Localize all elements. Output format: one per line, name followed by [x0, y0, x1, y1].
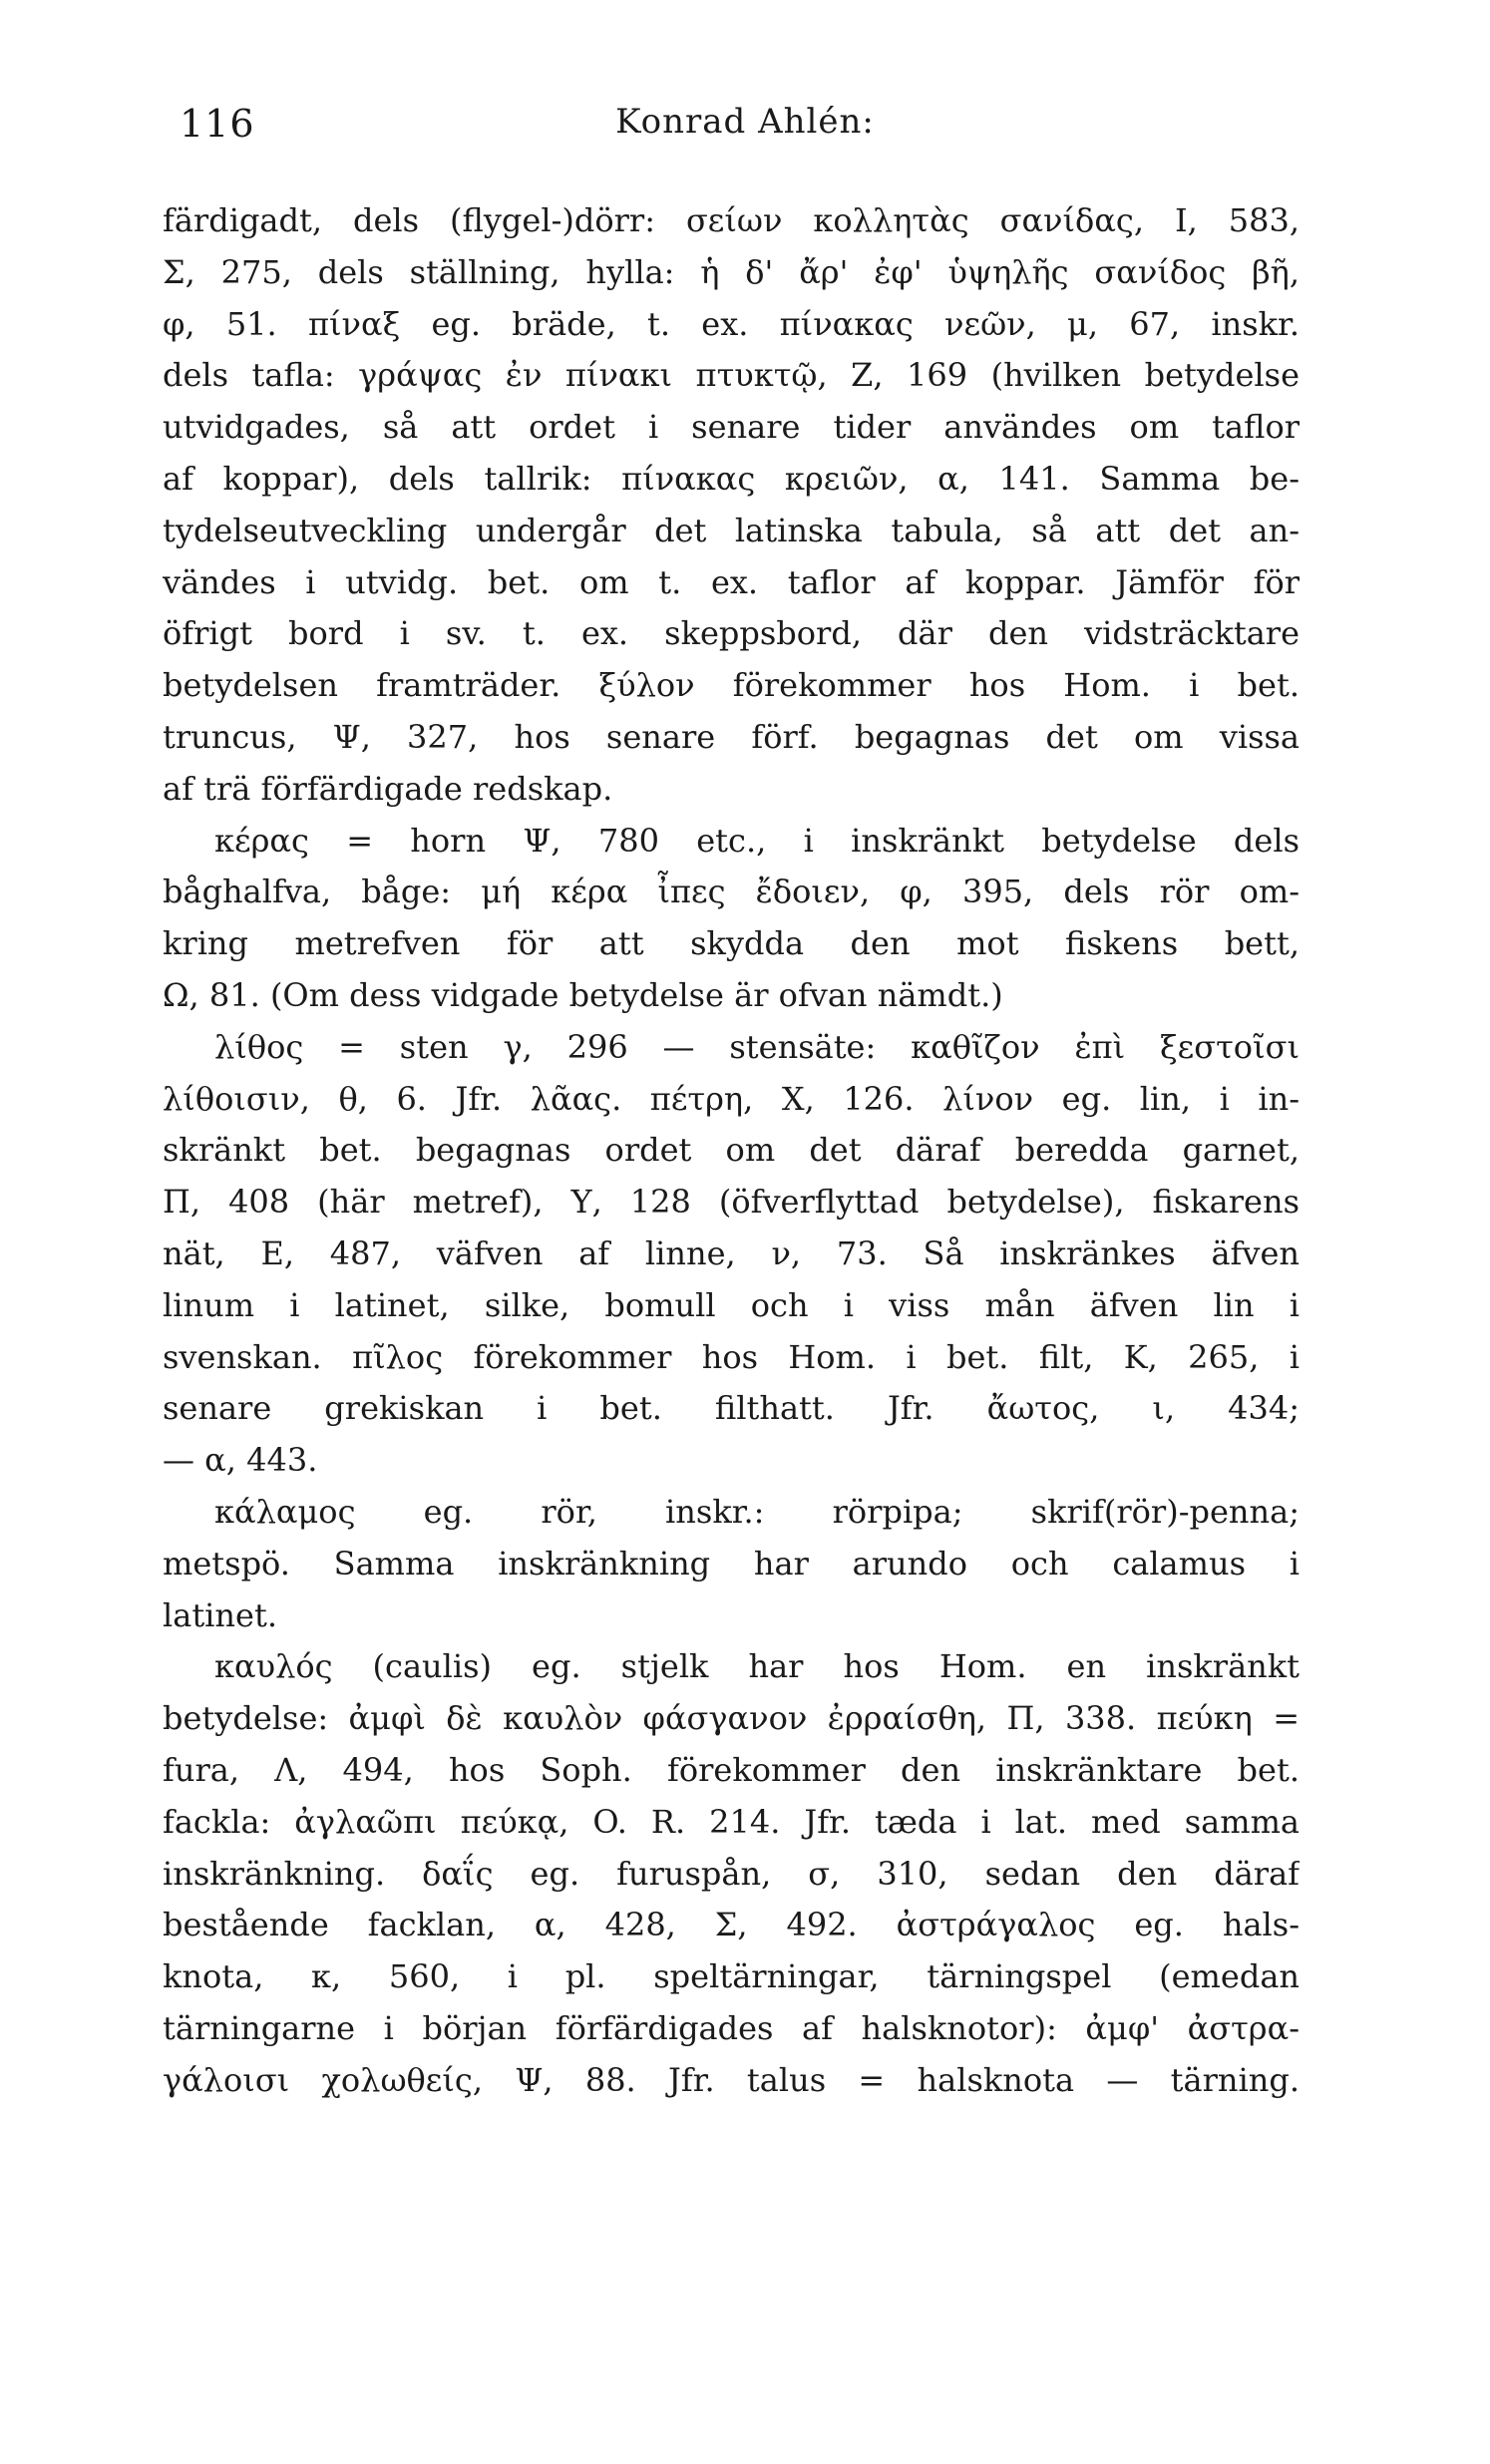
text-line: inskränkning. δαΐς eg. furuspån, σ, 310, sedan den däraf: [163, 1854, 1300, 1893]
text-line: bestående facklan, α, 428, Σ, 492. ἀστράγαλος eg. hals-: [163, 1906, 1300, 1944]
text-line: af koppar), dels tallrik: πίνακας κρειῶν, α, 141. Samma be-: [163, 459, 1300, 498]
running-head: Konrad Ahlén:: [615, 102, 875, 142]
text-line: betydelsen framträder. ξύλον förekommer hos Hom. i bet.: [163, 666, 1300, 705]
text-line: Σ, 275, dels ställning, hylla: ἡ δ' ἄρ' ἐφ' ὑψηλῆς σανίδος βῆ,: [163, 252, 1300, 291]
text-line: kring metrefven för att skydda den mot fiskens bett,: [163, 924, 1300, 963]
text-line: metspö. Samma inskränkning har arundo och calamus i: [163, 1544, 1300, 1583]
text-line: tydelseutveckling undergår det latinska tabula, så att det an-: [163, 511, 1300, 549]
text-line: tärningarne i början förfärdigades af halsknotor): ἀμφ' ἀστρα-: [163, 2008, 1300, 2047]
text-line: latinet.: [163, 1595, 277, 1634]
page-number: 116: [180, 102, 255, 146]
text-line: fackla: ἀγλαῶπι πεύκᾳ, O. R. 214. Jfr. tæda i lat. med samma: [163, 1802, 1300, 1841]
text-line: färdigadt, dels (flygel-)dörr: σείων κολλητὰς σανίδας, Ι, 583,: [163, 201, 1300, 239]
entry-start-line: κάλαμος eg. rör, inskr.: rörpipa; skrif(rör)-penna;: [214, 1492, 1300, 1531]
text-line: truncus, Ψ, 327, hos senare förf. begagnas det om vissa: [163, 717, 1300, 756]
body-text: [163, 195, 1300, 2106]
text-line: senare grekiskan i bet. filthatt. Jfr. ἄωτος, ι, 434;: [163, 1389, 1300, 1428]
text-line: λίθοισιν, θ, 6. Jfr. λᾶας. πέτρη, Χ, 126. λίνον eg. lin, i in-: [163, 1079, 1300, 1118]
text-line: utvidgades, så att ordet i senare tider användes om taflor: [163, 408, 1300, 447]
entry-start-line: κέρας = horn Ψ, 780 etc., i inskränkt betydelse dels: [214, 821, 1300, 860]
text-line: Ω, 81. (Om dess vidgade betydelse är ofvan nämdt.): [163, 975, 1003, 1014]
text-line: vändes i utvidg. bet. om t. ex. taflor af koppar. Jämför för: [163, 562, 1300, 601]
text-line: båghalfva, båge: μή κέρα ἶπες ἔδοιεν, φ, 395, dels rör om-: [163, 873, 1300, 911]
text-line: linum i latinet, silke, bomull och i viss mån äfven lin i: [163, 1285, 1300, 1324]
text-line: φ, 51. πίναξ eg. bräde, t. ex. πίνακας νεῶν, μ, 67, inskr.: [163, 304, 1300, 343]
text-line: skränkt bet. begagnas ordet om det däraf beredda garnet,: [163, 1131, 1300, 1170]
text-line: fura, Λ, 494, hos Soph. förekommer den inskränktare bet.: [163, 1750, 1300, 1789]
text-line: Π, 408 (här metref), Υ, 128 (öfverflyttad betydelse), fiskarens: [163, 1183, 1300, 1222]
text-line: nät, Ε, 487, väfven af linne, ν, 73. Så inskränkes äfven: [163, 1233, 1300, 1272]
text-line: dels tafla: γράψας ἐν πίνακι πτυκτῷ, Ζ, 169 (hvilken betydelse: [163, 356, 1300, 395]
text-line: γάλοισι χολωθείς, Ψ, 88. Jfr. talus = halsknota — tärning.: [163, 2060, 1300, 2099]
text-line: betydelse: ἀμφὶ δὲ καυλὸν φάσγανον ἐρραίσθη, Π, 338. πεύκη =: [163, 1699, 1300, 1738]
text-line: svenskan. πῖλος förekommer hos Hom. i bet. filt, Κ, 265, i: [163, 1337, 1300, 1376]
text-line: knota, κ, 560, i pl. speltärningar, tärningspel (emedan: [163, 1957, 1300, 1996]
entry-start-line: λίθος = sten γ, 296 — stensäte: καθῖζον ἐπὶ ξεστοῖσι: [214, 1027, 1300, 1066]
text-line: af trä förfärdigade redskap.: [163, 769, 613, 808]
text-line: öfrigt bord i sv. t. ex. skeppsbord, där den vidsträcktare: [163, 614, 1300, 653]
entry-start-line: καυλός (caulis) eg. stjelk har hos Hom. en inskränkt: [214, 1647, 1300, 1686]
text-line: — α, 443.: [163, 1441, 318, 1480]
